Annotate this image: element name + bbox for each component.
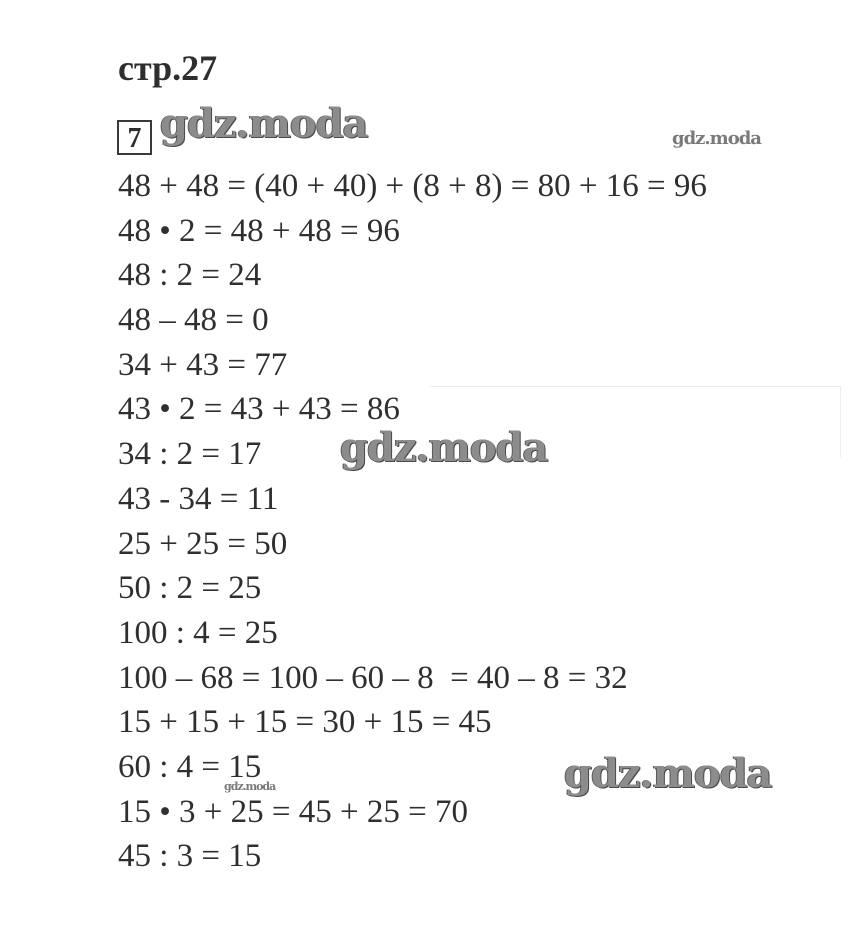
equation-line: 100 – 68 = 100 – 60 – 8 = 40 – 8 = 32 [118,659,628,696]
equation-line: 50 : 2 = 25 [118,570,262,607]
watermark-mini: gdz.moda [224,780,276,793]
equation-line: 25 + 25 = 50 [118,525,288,562]
watermark-top-right: gdz.moda [672,128,761,149]
equation-line: 60 : 4 = 15 [118,748,262,785]
page-reference: стр.27 [118,48,218,88]
equation-line: 48 + 48 = (40 + 40) + (8 + 8) = 80 + 16 = 96 [118,168,707,204]
equation-line: 48 – 48 = 0 [118,302,269,339]
equation-line: 15 • 3 + 25 = 45 + 25 = 70 [118,793,468,830]
watermark-bottom: gdz.moda [564,750,772,797]
equation-line: 100 : 4 = 25 [118,614,278,651]
equation-line: 48 : 2 = 24 [118,257,262,294]
equation-line: 34 : 2 = 17 [118,436,262,473]
equation-line: 15 + 15 + 15 = 30 + 15 = 45 [118,704,492,741]
equation-line: 48 • 2 = 48 + 48 = 96 [118,212,400,249]
equation-line: 34 + 43 = 77 [118,346,288,383]
equation-line: 45 : 3 = 15 [118,838,262,875]
watermark-header: gdz.moda [160,100,368,147]
equation-line: 43 - 34 = 11 [118,480,279,517]
watermark-middle: gdz.moda [340,424,548,471]
task-number-box: 7 [117,120,152,155]
equation-line: 43 • 2 = 43 + 43 = 86 [118,391,400,428]
